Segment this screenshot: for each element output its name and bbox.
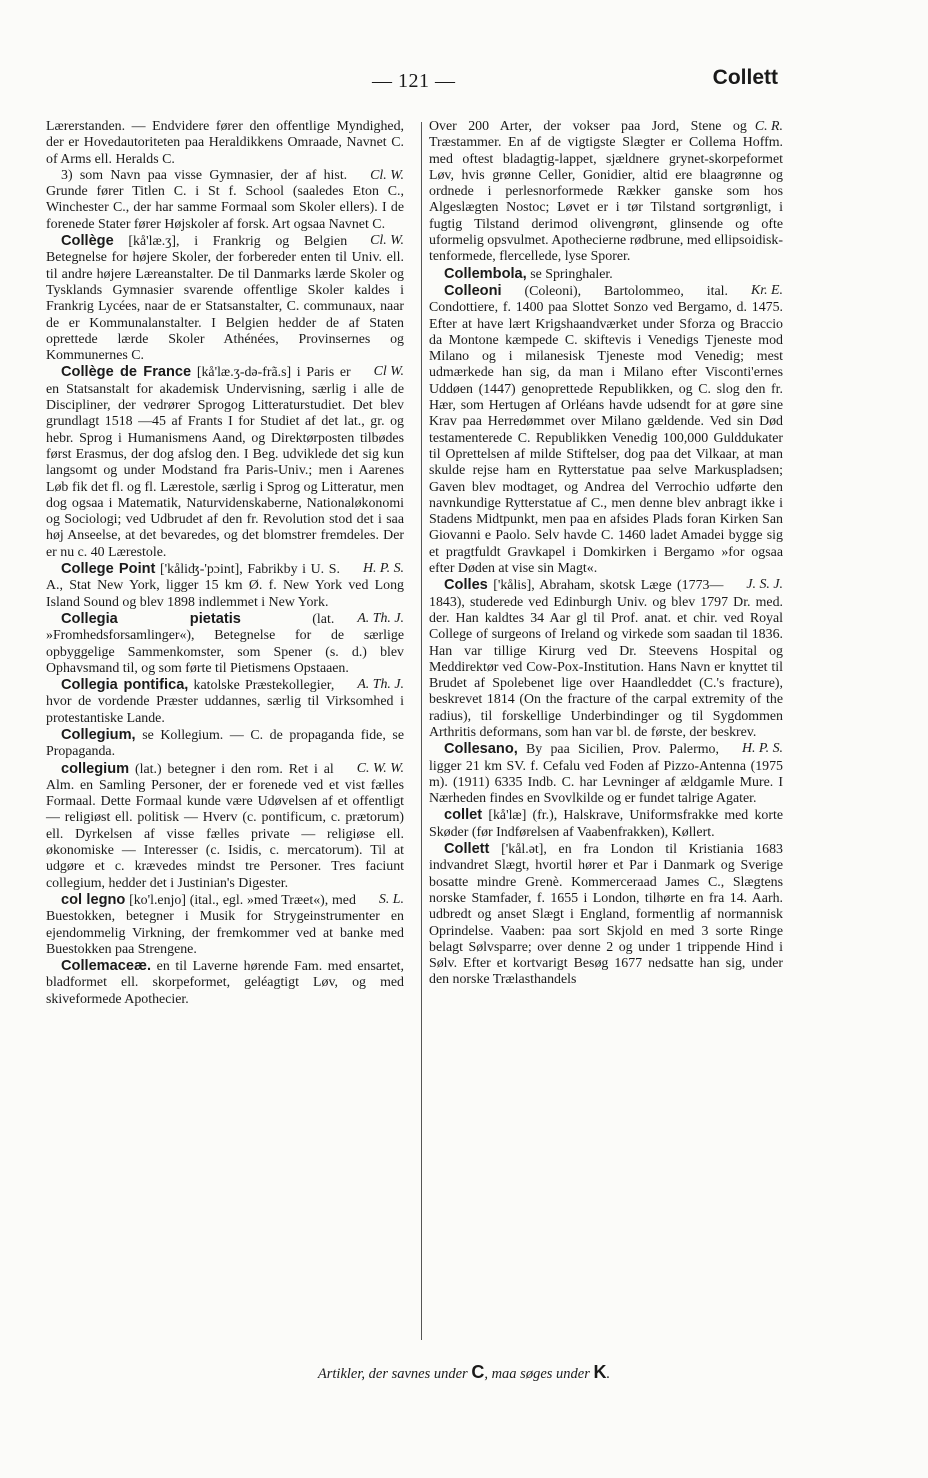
right-column bbox=[429, 119, 783, 989]
entry: Collegium, se Kollegium. — C. de propaganda fide, se Propaganda. bbox=[46, 726, 404, 760]
headword: Collège bbox=[61, 233, 114, 250]
entry: Cl W. Collège de France [kå'læ.ʒ-də-frã.s] i Paris er en Statsanstalt for akademisk Undervisning, særlig i alle de Discipliner, der vedrører Sprogog Litteraturstudiet. Det blev grundlagt 1518 —45 af Frants I for Studiet af det lat., gr. og hebr. Sprog i Humanismens Aand, og Direktørposten tilbødes først Erasmus, der dog afslog den. I Beg. udviklede det sig kun langsomt og under Modstand fra Paris-Univ.; men i Aarenes Løb fik det fl. og fl. Lærestole, særlig i Sprog og Litteratur, men dog ogsaa i Matematik, Naturvidenskaberne, Nationaløkonomi og Sociologi; ved Udbrudet af den fr. Revolution stod det i saa høj Anseelse, at det bevaredes, og det blomstrer fremdeles. Der er nu c. 40 Lærestole. bbox=[46, 364, 404, 560]
entry: J. S. J. Colles ['kålis], Abraham, skotsk Læge (1773—1843), studerede ved Edinburgh Univ. og blev 1797 Dr. med. der. Han kaldtes 34 Aar gl til Prof. anat. et chir. ved Royal College of surgeons of Ireland og virkede som saadan til 1836. Han var tillige Kirurg ved Dr. Steevens Hospital og Meddirektør ved Cow-Pox-Institution. Hans Navn er knyttet til Brudet af Spolebenet lige over Haandleddet (C.'s fracture), beskrevet 1814 (On the fracture of the carpal extremity of the radius), til forskellige Underbindinger og til Sygdommen Arthritis deformans, som han var bl. de første, der beskrev. bbox=[429, 577, 783, 740]
entry: Cl. W. 3) som Navn paa visse Gymnasier, der af hist. Grunde fører Titlen C. i St f. School (saaledes Eton C., Winchester C., der har samme Formaal som Skoler ellers). I de forenede Stater fører Højskoler af forsk. Art ogsaa Navnet C. bbox=[46, 167, 404, 232]
entry: C. R. Over 200 Arter, der vokser paa Jord, Stene og Træstammer. En af de vigtigste Slægter er Collema Hoffm. med oftest bladagtig-lappet, sjældnere grynet-skorpeformet Løv, hvis grønne Celler, Gonidier, altid ere blaagrønne og ordnede i perlesnorformede Rækker ganske som hos Algeslægten Nostoc; Løvet er i tør Tilstand sortgrønligt, i fugtig Tilstand derimod olivengrønt, glinsende og ofte uformelig opsvulmet. Apothecierne rødbrune, med ellipsoidisk-tenformede, flercellede, lyse Sporer. bbox=[429, 119, 783, 265]
entry: H. P. S. Collesano, By paa Sicilien, Prov. Palermo, ligger 21 km SV. f. Cefalu ved Foden af Pizzo-Antenna (1975 m). (1911) 6335 Indb. C. har Levninger af ældgamle Mure. I Nærheden findes en Svovlkilde og er fundet talrige Agater. bbox=[429, 741, 783, 807]
entry: A. Th. J. Collegia pontifica, katolske Præstekollegier, hvor de vordende Præster uddannes, særlig til Virksomhed i protestantiske Lande. bbox=[46, 677, 404, 726]
entry: H. P. S. College Point ['kåliʤ-'pɔint], Fabrikby i U. S. A., Stat New York, ligger 15 km Ø. f. New York ved Long Island Sound og blev 1898 indlemmet i New York. bbox=[46, 561, 404, 610]
page-header bbox=[44, 66, 780, 100]
entry: collet [kå'læ] (fr.), Halskrave, Uniformsfrakke med korte Skøder (før Indførelsen af Vaabenfrakken), Køllert. bbox=[429, 807, 783, 840]
headword: Collegia pietatis bbox=[61, 610, 241, 627]
headword: collegium bbox=[61, 760, 130, 777]
entry: C. W. W. collegium (lat.) betegner i den rom. Ret i al Alm. en Samling Personer, der er forenede ved et vist fælles Formaal. Dette Formaal kunde være Udøvelsen af et offentligt — religiøst ell. politisk — Hverv (c. pontificum, c. prætorum) ell. Dyrkelsen af visse fælles private — religiøse ell. økonomiske — Interesser (c. Isidis, c. mercatorum). Til at udgøre et c. krævedes mindst tre Personer. Tres faciunt collegium, hedder det i Justinian's Digester. bbox=[46, 760, 404, 891]
headword: Collegia pontifica, bbox=[61, 677, 189, 694]
entry: Collemaceæ. en til Laverne hørende Fam. med ensartet, bladformet ell. skorpeformet, geléagtigt Løv, og med skiveformede Apothecier. bbox=[46, 958, 404, 1007]
headword: col legno bbox=[61, 891, 126, 908]
page-number: — 121 — bbox=[372, 70, 456, 92]
page-footer-note: Artikler, der savnes under C, maa søges under K. bbox=[317, 1362, 611, 1382]
column-divider bbox=[421, 122, 422, 1340]
running-head: Collett bbox=[712, 66, 778, 89]
headword: Collesano, bbox=[444, 741, 518, 758]
entry: Lærerstanden. — Endvidere fører den offentlige Myndighed, der er Hovedautoriteten paa Heraldikkens Omraade, Navnet C. of Arms ell. Heralds C. bbox=[46, 119, 404, 167]
entry: Collett ['kål.ət], en fra London til Kristiania 1683 indvandret Slægt, hvortil hører et Par i Danmark og Sverige bosatte mindre Grenè. Kommerceraad James C., Slægtens norske Stamfader, f. 1655 i London, tilhørte en fra 14. Aarh. udbredt og anset Slægt i England, formentlig af normannisk Oprindelse. Vaaben: paa sort Skjold en med 3 sorte Ringe belagt Sølvsparre; over denne 2 og under 1 trippende Hind i Sølv. Efter et kortvarigt Besøg 1677 nedsatte han sig, under den norske Trælasthandels bbox=[429, 841, 783, 988]
headword: Collegium, bbox=[61, 726, 136, 743]
headword: Colles bbox=[444, 577, 488, 594]
entry: Kr. E. Colleoni (Coleoni), Bartolommeo, ital. Condottiere, f. 1400 paa Slottet Sonzo ved Bergamo, d. 1475. Efter at have lært Krigshaandværket under Sforza og Braccio da Montone kæmpede C. skiftevis i Venedigs Tjeneste mod Milano og i milanesisk Tjeneste mod Venedig; mest udmærkede han sig, da man i Milano efter Visconti'ernes Uddøen (1447) genoprettede Republikken, og C. slog den fr. Hær, som Hertugen af Orléans havde udsendt for at gøre sine Krav paa Herredømmet over Milano gældende. Ved sin Død testamenterede C. Republikken Venedig 100,000 Gulddukater til Oprettelsen af milde Stiftelser, dog paa det Vilkaar, at man skulde rejse ham en Rytterstatue paa selve Markuspladsen; Gaven blev modtaget, og Andrea del Verrochio udførte den navnkundige Rytterstatue af C., men denne blev anbragt ikke i Stadens Midtpunkt, men paa en afsides Plads foran Kirken San Giovanni e Paolo. Selv havde C. 1460 ladet Amadei bygge sig et pragtfuldt Gravkapel i Domkirken i Bergamo »for ogsaa efter Døden at vise sin Magt«. bbox=[429, 282, 783, 577]
headword: Collembola, bbox=[444, 265, 527, 282]
entry: S. L. col legno [ko'l.enjo] (ital., egl. »med Træet«), med Buestokken, betegner i Musik for Strygeinstrumenter en ejendommelig Virkning, der fremkommer ved at banke med Buestokken paa Strengene. bbox=[46, 891, 404, 957]
headword: Collett bbox=[444, 841, 490, 858]
headword: Collège de France bbox=[61, 364, 192, 381]
entry: Cl. W. Collège [kå'læ.ʒ], i Frankrig og Belgien Betegnelse for højere Skoler, der forbereder enten til Univ. ell. til andre højere Læreanstalter. De til Danmarks lærde Skoler og Tysklands Gymnasier svarende offentlige Skoler kaldes i Frankrig Lycées, naar de er Statsanstalter, C. communaux, naar de er Kommunalanstalter. I Belgien hedder de af Staten oprettede lærde Skoler Athénées, Provinsernes og Kommunernes C. bbox=[46, 233, 404, 364]
headword: Colleoni bbox=[444, 282, 502, 299]
headword: College Point bbox=[61, 561, 156, 578]
entry: Collembola, se Springhaler. bbox=[444, 265, 613, 282]
headword: Collemaceæ. bbox=[61, 958, 152, 975]
left-column bbox=[46, 119, 404, 1008]
headword: collet bbox=[444, 807, 483, 824]
entry: A. Th. J. Collegia pietatis (lat. »Fromhedsforsamlinger«), Betegnelse for de særlige opbyggelige Sammenkomster, som Spener (s. d.) blev Ophavsmand til, og som førte til Pietismens Opstaaen. bbox=[46, 610, 404, 676]
